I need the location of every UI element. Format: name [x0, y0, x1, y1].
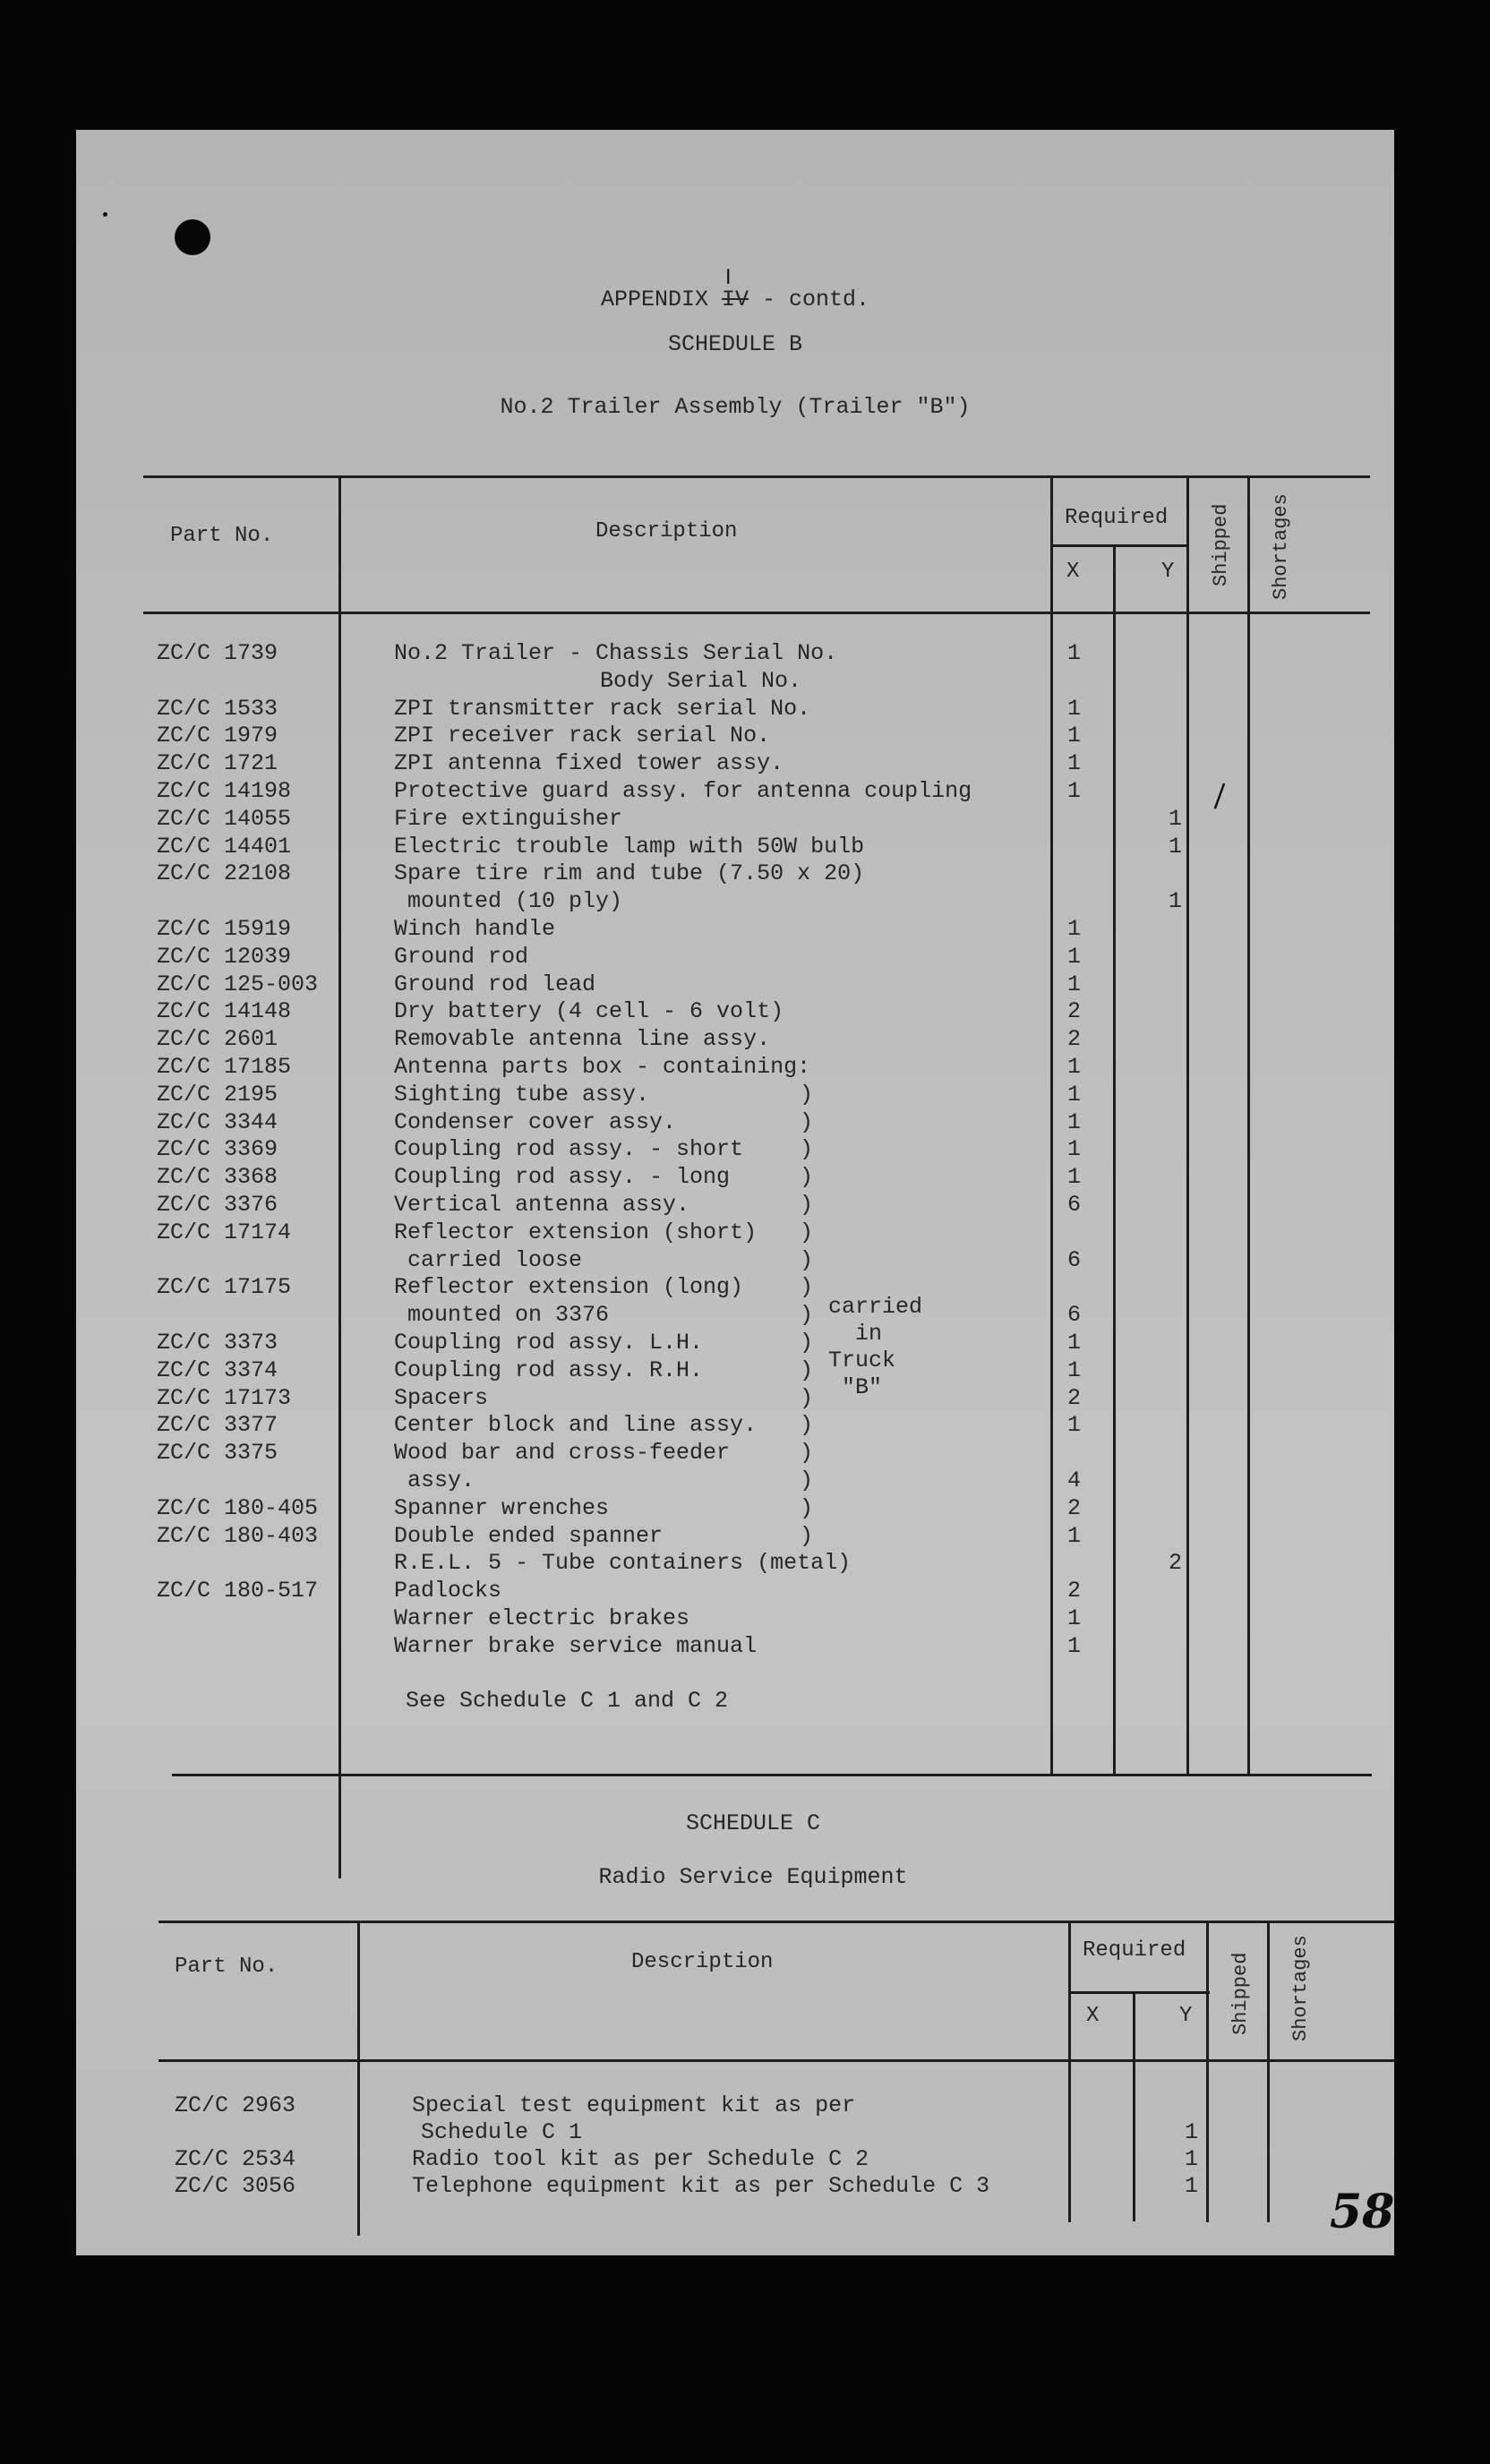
required-y-cell: 1 [1185, 2173, 1199, 2199]
part-number-cell: ZC/C 2534 [175, 2146, 296, 2172]
schedule-c-title: SCHEDULE C [685, 1810, 821, 1836]
required-x-cell: 1 [1067, 1632, 1082, 1659]
table-c-col-divider [357, 1922, 360, 2236]
speck [103, 212, 107, 217]
brace-mark: ) [800, 1494, 814, 1521]
part-number-cell: ZC/C 14401 [157, 833, 292, 860]
table-c-required-rule [1070, 1991, 1210, 1994]
required-x-cell: 6 [1067, 1192, 1082, 1218]
header-shipped: Shipped [1229, 1952, 1252, 2035]
brace-mark: ) [800, 1522, 814, 1549]
required-y-cell: 1 [1185, 2146, 1199, 2172]
header-part-no: Part No. [170, 524, 274, 548]
appendix-heading [76, 267, 1394, 312]
brace-mark: ) [800, 1384, 814, 1411]
header-shortages: Shortages [1270, 493, 1292, 600]
required-x-cell: 2 [1067, 998, 1082, 1025]
description-cell: Reflector extension (long) [394, 1274, 744, 1301]
required-y-cell: 1 [1169, 805, 1183, 832]
required-x-cell: 1 [1067, 1522, 1082, 1549]
brace-mark: ) [800, 1136, 814, 1163]
part-number-cell: ZC/C 1739 [157, 640, 278, 666]
part-number-cell: ZC/C 180-405 [157, 1494, 319, 1521]
brace-mark: ) [800, 1219, 814, 1245]
table-b-col-divider [1113, 546, 1116, 1775]
part-number-cell: ZC/C 3369 [157, 1136, 278, 1163]
description-cell: Condenser cover assy. [394, 1108, 677, 1135]
required-x-cell: 1 [1067, 916, 1082, 942]
header-shipped: Shipped [1210, 503, 1232, 586]
required-x-cell: 4 [1067, 1467, 1082, 1493]
part-number-cell: ZC/C 180-403 [157, 1522, 319, 1549]
description-cell: Spacers [394, 1384, 489, 1411]
table-b-col-divider [1050, 477, 1053, 1775]
table-c-top-rule [158, 1921, 1394, 1923]
part-number-cell: ZC/C 2195 [157, 1081, 278, 1108]
description-cell: mounted on 3376 [407, 1302, 610, 1329]
description-cell: ZPI transmitter rack serial No. [394, 695, 811, 722]
description-cell: Fire extinguisher [394, 805, 623, 832]
description-cell: Coupling rod assy. - short [394, 1136, 744, 1163]
required-x-cell: 1 [1067, 750, 1082, 777]
required-x-cell: 1 [1067, 1356, 1082, 1383]
part-number-cell: ZC/C 15919 [157, 916, 292, 942]
brace-mark: ) [800, 1081, 814, 1108]
assembly-title: No.2 Trailer Assembly (Trailer "B") [500, 394, 971, 420]
see-schedule-note: See Schedule C 1 and C 2 [406, 1688, 729, 1714]
brace-mark: ) [800, 1467, 814, 1493]
header-shortages: Shortages [1289, 1935, 1312, 2041]
description-cell: Protective guard assy. for antenna coupling [394, 778, 972, 804]
description-cell: Vertical antenna assy. [394, 1192, 690, 1218]
required-y-cell: 1 [1185, 2119, 1199, 2145]
part-number-cell: ZC/C 1533 [157, 695, 278, 722]
appendix-struck-numeral: IV [722, 287, 749, 312]
table-c-col-divider [1133, 1993, 1135, 2221]
brace-mark: ) [800, 1164, 814, 1191]
description-cell: Schedule C 1 [421, 2119, 583, 2145]
required-x-cell: 1 [1067, 1136, 1082, 1163]
part-number-cell: ZC/C 125-003 [157, 971, 319, 997]
part-number-cell: ZC/C 17185 [157, 1054, 292, 1080]
description-cell: Spanner wrenches [394, 1494, 610, 1521]
description-cell: R.E.L. 5 - Tube containers (metal) [394, 1550, 852, 1577]
description-cell: Body Serial No. [600, 667, 802, 694]
header-description: Description [595, 519, 738, 543]
schedule-c-subtitle: Radio Service Equipment [598, 1864, 908, 1890]
description-cell: Padlocks [394, 1578, 502, 1604]
description-cell: Coupling rod assy. - long [394, 1164, 731, 1191]
appendix-numeral: I [725, 267, 732, 289]
part-number-cell: ZC/C 3368 [157, 1164, 278, 1191]
part-number-cell: ZC/C 14055 [157, 805, 292, 832]
description-cell: Ground rod lead [394, 971, 596, 997]
description-cell: Electric trouble lamp with 50W bulb [394, 833, 865, 860]
table-c-col-divider [1068, 1922, 1071, 2222]
required-x-cell: 1 [1067, 778, 1082, 804]
required-x-cell: 1 [1067, 971, 1082, 997]
part-number-cell: ZC/C 3373 [157, 1330, 278, 1356]
part-number-cell: ZC/C 17175 [157, 1274, 292, 1301]
required-x-cell: 2 [1067, 1026, 1082, 1053]
part-number-cell: ZC/C 14148 [157, 998, 292, 1025]
appendix-suffix: - contd. [762, 287, 870, 312]
part-number-cell: ZC/C 1721 [157, 750, 278, 777]
header-part-no: Part No. [175, 1955, 278, 1979]
document-page [76, 130, 1394, 2255]
part-number-cell: ZC/C 3056 [175, 2173, 296, 2199]
header-required: Required [1065, 506, 1169, 530]
table-b-col-divider [338, 477, 341, 1878]
required-x-cell: 6 [1067, 1246, 1082, 1273]
part-number-cell: ZC/C 22108 [157, 860, 292, 887]
required-x-cell: 1 [1067, 943, 1082, 970]
description-cell: Spare tire rim and tube (7.50 x 20) [394, 860, 865, 887]
description-cell: Sighting tube assy. [394, 1081, 650, 1108]
description-cell: Antenna parts box - containing: [394, 1054, 811, 1080]
brace-mark: ) [800, 1440, 814, 1467]
carried-note-line: in [855, 1321, 883, 1347]
description-cell: ZPI receiver rack serial No. [394, 723, 771, 749]
required-x-cell: 1 [1067, 1605, 1082, 1631]
description-cell: No.2 Trailer - Chassis Serial No. [394, 640, 838, 666]
part-number-cell: ZC/C 180-517 [157, 1578, 319, 1604]
description-cell: assy. [407, 1467, 475, 1493]
description-cell: Double ended spanner [394, 1522, 664, 1549]
description-cell: Reflector extension (short) [394, 1219, 758, 1245]
description-cell: Removable antenna line assy. [394, 1026, 771, 1053]
required-y-cell: 2 [1169, 1550, 1183, 1577]
description-cell: Telephone equipment kit as per Schedule C 3 [412, 2173, 990, 2199]
part-number-cell: ZC/C 17173 [157, 1384, 292, 1411]
required-y-cell: 1 [1169, 888, 1183, 915]
description-cell: Wood bar and cross-feeder [394, 1440, 731, 1467]
required-x-cell: 1 [1067, 1330, 1082, 1356]
carried-note-line: Truck [828, 1348, 896, 1373]
description-cell: Winch handle [394, 916, 556, 942]
table-b-required-rule [1052, 544, 1186, 547]
punch-hole [175, 219, 210, 255]
part-number-cell: ZC/C 3344 [157, 1108, 278, 1135]
brace-mark: ) [800, 1192, 814, 1218]
table-c-col-divider [1206, 1922, 1209, 2222]
part-number-cell: ZC/C 12039 [157, 943, 292, 970]
description-cell: Warner electric brakes [394, 1605, 690, 1631]
table-c-col-divider [1267, 1922, 1270, 2222]
part-number-cell: ZC/C 3375 [157, 1440, 278, 1467]
required-x-cell: 2 [1067, 1578, 1082, 1604]
description-cell: Ground rod [394, 943, 529, 970]
required-x-cell: 1 [1067, 640, 1082, 666]
header-description: Description [631, 1950, 774, 1974]
description-cell: ZPI antenna fixed tower assy. [394, 750, 784, 777]
description-cell: Radio tool kit as per Schedule C 2 [412, 2146, 869, 2172]
carried-note-line: "B" [842, 1374, 883, 1400]
required-x-cell: 6 [1067, 1302, 1082, 1329]
brace-mark: ) [800, 1356, 814, 1383]
required-x-cell: 2 [1067, 1384, 1082, 1411]
brace-mark: ) [800, 1246, 814, 1273]
part-number-cell: ZC/C 2601 [157, 1026, 278, 1053]
brace-mark: ) [800, 1302, 814, 1329]
required-x-cell: 1 [1067, 1108, 1082, 1135]
required-x-cell: 1 [1067, 1081, 1082, 1108]
check-mark: ❘ [1203, 775, 1237, 814]
header-y: Y [1179, 2004, 1193, 2028]
part-number-cell: ZC/C 1979 [157, 723, 278, 749]
description-cell: Dry battery (4 cell - 6 volt) [394, 998, 784, 1025]
part-number-cell: ZC/C 14198 [157, 778, 292, 804]
carried-note-line: carried [828, 1294, 923, 1320]
part-number-cell: ZC/C 3376 [157, 1192, 278, 1218]
description-cell: mounted (10 ply) [407, 888, 623, 915]
table-b-col-divider [1247, 477, 1250, 1775]
brace-mark: ) [800, 1108, 814, 1135]
description-cell: Center block and line assy. [394, 1412, 758, 1439]
required-y-cell: 1 [1169, 833, 1183, 860]
table-c-header-rule [158, 2059, 1394, 2062]
required-x-cell: 1 [1067, 695, 1082, 722]
part-number-cell: ZC/C 3377 [157, 1412, 278, 1439]
required-x-cell: 1 [1067, 1412, 1082, 1439]
description-cell: Warner brake service manual [394, 1632, 758, 1659]
header-x: X [1086, 2004, 1100, 2028]
description-cell: carried loose [407, 1246, 583, 1273]
required-x-cell: 1 [1067, 1164, 1082, 1191]
table-b-bottom-rule [172, 1774, 1372, 1776]
description-cell: Coupling rod assy. R.H. [394, 1356, 704, 1383]
part-number-cell: ZC/C 3374 [157, 1356, 278, 1383]
description-cell: Special test equipment kit as per [412, 2092, 856, 2118]
table-b-col-divider [1186, 477, 1189, 1775]
header-x: X [1066, 560, 1080, 584]
description-cell: Coupling rod assy. L.H. [394, 1330, 704, 1356]
appendix-title: APPENDIX [600, 287, 708, 312]
header-y: Y [1161, 560, 1175, 584]
brace-mark: ) [800, 1330, 814, 1356]
schedule-b-title: SCHEDULE B [667, 331, 803, 357]
required-x-cell: 1 [1067, 723, 1082, 749]
brace-mark: ) [800, 1412, 814, 1439]
part-number-cell: ZC/C 17174 [157, 1219, 292, 1245]
required-x-cell: 1 [1067, 1054, 1082, 1080]
header-required: Required [1083, 1938, 1186, 1963]
brace-mark: ) [800, 1274, 814, 1301]
page-number: 58 [1330, 2185, 1394, 2239]
part-number-cell: ZC/C 2963 [175, 2092, 296, 2118]
required-x-cell: 2 [1067, 1494, 1082, 1521]
